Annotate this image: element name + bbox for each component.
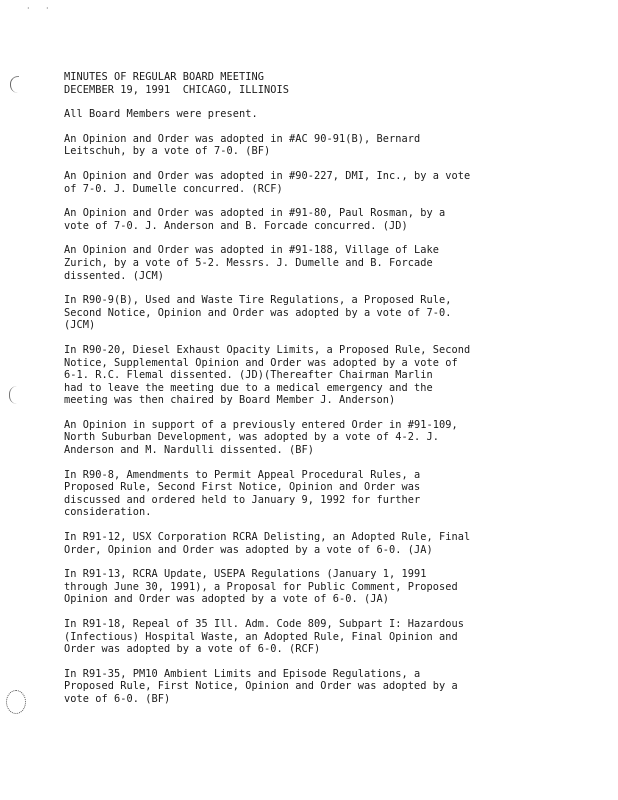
paragraph-item: In R91-18, Repeal of 35 Ill. Adm. Code 809, Subpart I: Hazardous (Infectious) Hospital Waste, an Adopted Rule, Final Opinion and Order was adopted by a vote of 6-0. (RCF) xyxy=(64,618,464,656)
scan-mark xyxy=(6,690,26,714)
paragraph-item: An Opinion and Order was adopted in #AC 90-91(B), Bernard Leitschuh, by a vote of 7-0. (BF) xyxy=(64,132,421,158)
paragraph-item: In R91-13, RCRA Update, USEPA Regulations (January 1, 1991 through June 30, 1991), a Proposal for Public Comment, Proposed Opinion and Order was adopted by a vote of 6-0. (JA) xyxy=(64,568,458,606)
paragraph-item: In R91-35, PM10 Ambient Limits and Episode Regulations, a Proposed Rule, First Notice, Opinion and Order was adopted by a vote of 6-0. (BF) xyxy=(64,667,458,705)
paragraph-item: An Opinion and Order was adopted in #90-227, DMI, Inc., by a vote of 7-0. J. Dumelle concurred. (RCF) xyxy=(64,169,471,195)
scan-speck: · xyxy=(46,4,49,13)
paragraph-item: An Opinion in support of a previously entered Order in #91-109, North Suburban Development, was adopted by a vote of 4-2. J. Anderson and M. Nardulli dissented. (BF) xyxy=(64,418,458,457)
paragraph-item: In R90-8, Amendments to Permit Appeal Procedural Rules, a Proposed Rule, Second First Notice, Opinion and Order was discussed and ordered held to January 9, 1992 for further consideration. xyxy=(64,468,421,519)
scan-mark xyxy=(10,76,19,93)
paragraph-item: In R91-12, USX Corporation RCRA Delisting, an Adopted Rule, Final Order, Opinion and Order was adopted by a vote of 6-0. (JA) xyxy=(64,531,471,556)
paragraph-item: In R90-9(B), Used and Waste Tire Regulations, a Proposed Rule, Second Notice, Opinion and Order was adopted by a vote of 7-0. (JCM) xyxy=(64,294,452,332)
paragraph-item: An Opinion and Order was adopted in #91-188, Village of Lake Zurich, by a vote of 5-2. Messrs. J. Dumelle and B. Forcade dissented. (JCM) xyxy=(64,244,439,282)
minutes-body xyxy=(64,71,544,718)
scan-speck: · xyxy=(27,4,30,13)
paragraph-item: An Opinion and Order was adopted in #91-80, Paul Rosman, by a vote of 7-0. J. Anderson and B. Forcade concurred. (JD) xyxy=(64,207,446,232)
document-title: MINUTES OF REGULAR BOARD MEETING xyxy=(64,71,264,83)
meeting-date-location: DECEMBER 19, 1991 CHICAGO, ILLINOIS xyxy=(64,83,289,96)
paragraph-attendance: All Board Members were present. xyxy=(64,108,258,121)
scan-mark xyxy=(9,386,17,404)
paragraph-item: In R90-20, Diesel Exhaust Opacity Limits, a Proposed Rule, Second Notice, Supplemental Opinion and Order was adopted by a vote of 6-1. R.C. Flemal dissented. (JD)(Thereafter Chairman Marlin had to leave the meeting due to a medical emergency and the meeting was then chaired by Board Member J. Anderson) xyxy=(64,343,471,407)
